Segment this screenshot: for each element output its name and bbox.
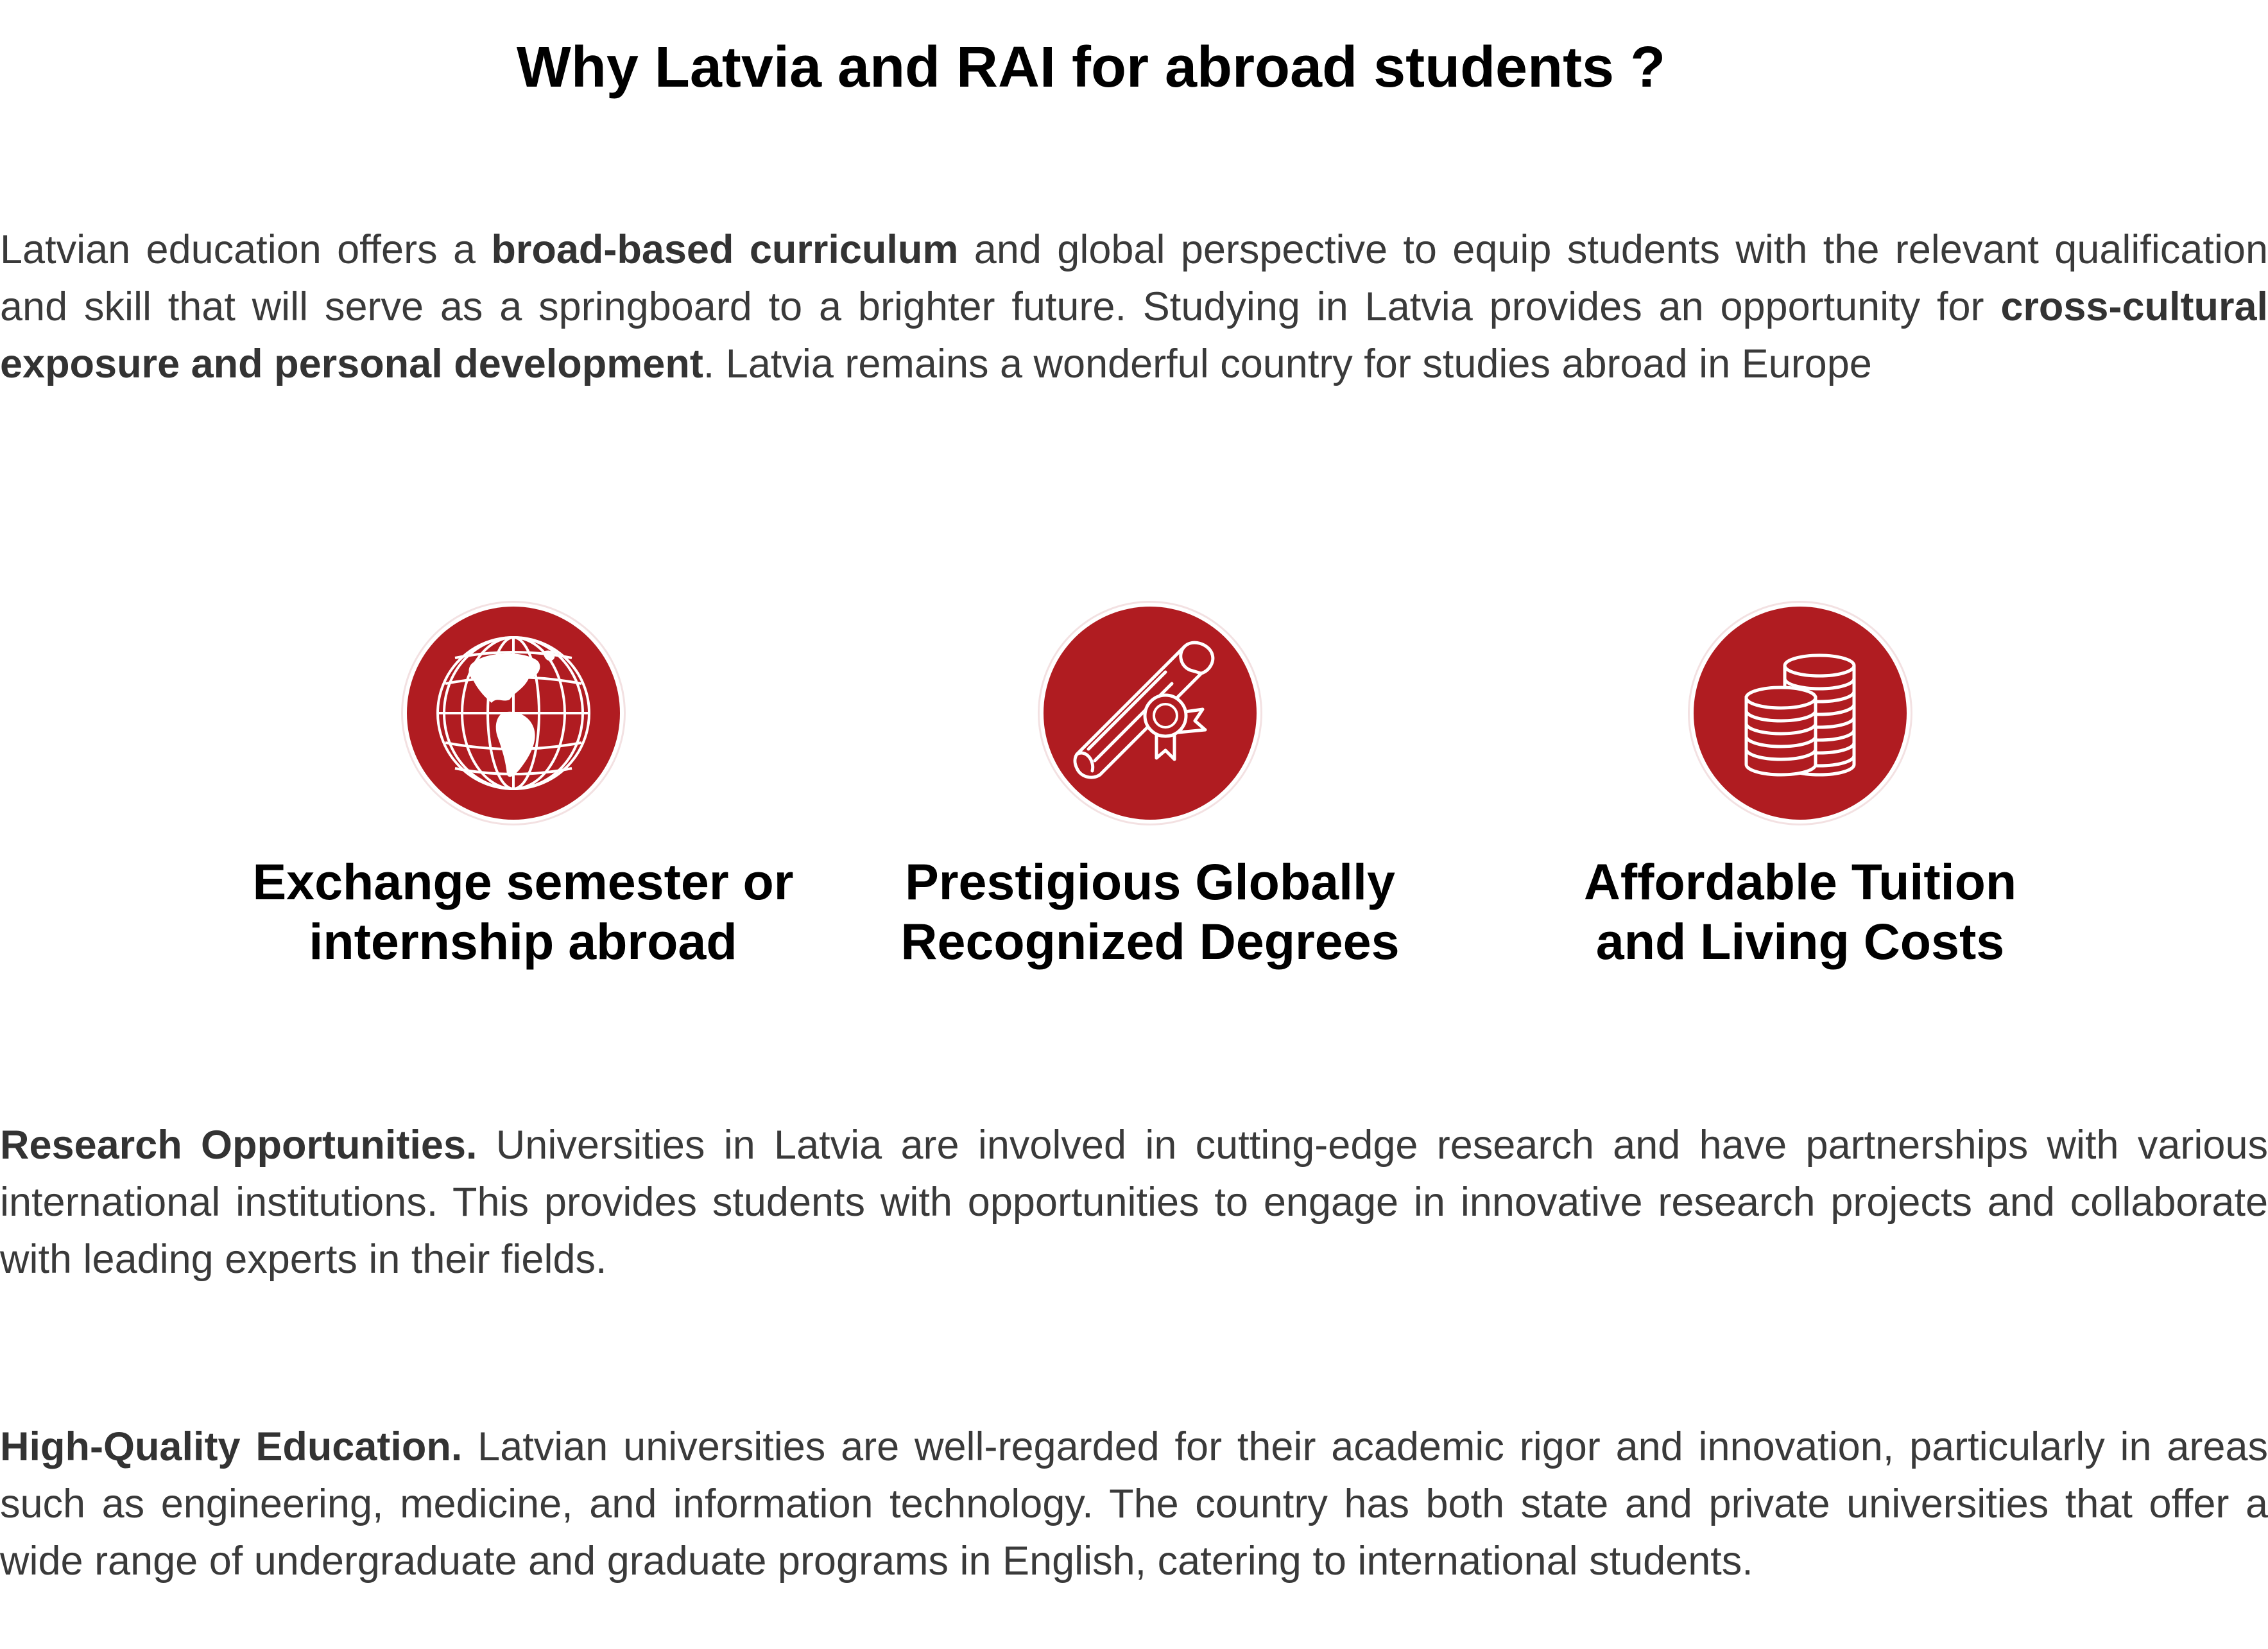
quality-paragraph xyxy=(0,1419,2268,1590)
research-heading: Research Opportunities. xyxy=(0,1123,477,1168)
feature-label-line1: Prestigious Globally xyxy=(905,853,1395,910)
feature-affordable xyxy=(1479,607,2121,971)
feature-label xyxy=(212,852,834,971)
feature-label-line2: Recognized Degrees xyxy=(900,913,1400,970)
feature-label-line2: and Living Costs xyxy=(1595,913,2005,970)
quality-heading: High-Quality Education. xyxy=(0,1424,463,1469)
research-text: Universities in Latvia are involved in cutting-edge research and have partnerships with various international institutions. This provides students with opportunities to engage in innovative research projects and collaborate with leading experts in their fields. xyxy=(0,1123,2268,1282)
globe-icon xyxy=(407,607,620,820)
quality-text: Latvian universities are well-regarded for their academic rigor and innovation, particularly in areas such as engineering, medicine, and information technology. The country has both state and private universities that offer a wide range of undergraduate and graduate programs in English, catering to international students. xyxy=(0,1424,2268,1584)
feature-label-line1: Affordable Tuition xyxy=(1583,853,2017,910)
research-paragraph xyxy=(0,1117,2268,1288)
coins-icon xyxy=(1694,607,1907,820)
page-title: Why Latvia and RAI for abroad students ? xyxy=(516,35,1666,99)
intro-bold-2: cross-cultural exposure and personal development xyxy=(0,284,2268,386)
intro-text-3: . Latvia remains a wonderful country for studies abroad in Europe xyxy=(703,341,1872,386)
intro-text-2: and global perspective to equip students with the relevant qualification and skill that will serve as a springboard to a brighter future. Studying in Latvia provides an opportunity for xyxy=(0,227,2268,329)
intro-paragraph xyxy=(0,221,2268,393)
feature-label-line1: Exchange semester or xyxy=(252,853,794,910)
feature-label-line2: internship abroad xyxy=(309,913,737,970)
diploma-icon xyxy=(1044,607,1257,820)
feature-degrees xyxy=(829,607,1471,971)
feature-label xyxy=(829,852,1471,971)
feature-exchange xyxy=(193,607,834,971)
intro-bold-1: broad-based curriculum xyxy=(491,227,959,272)
intro-text-1: Latvian education offers a xyxy=(0,227,492,272)
feature-label xyxy=(1479,852,2121,971)
